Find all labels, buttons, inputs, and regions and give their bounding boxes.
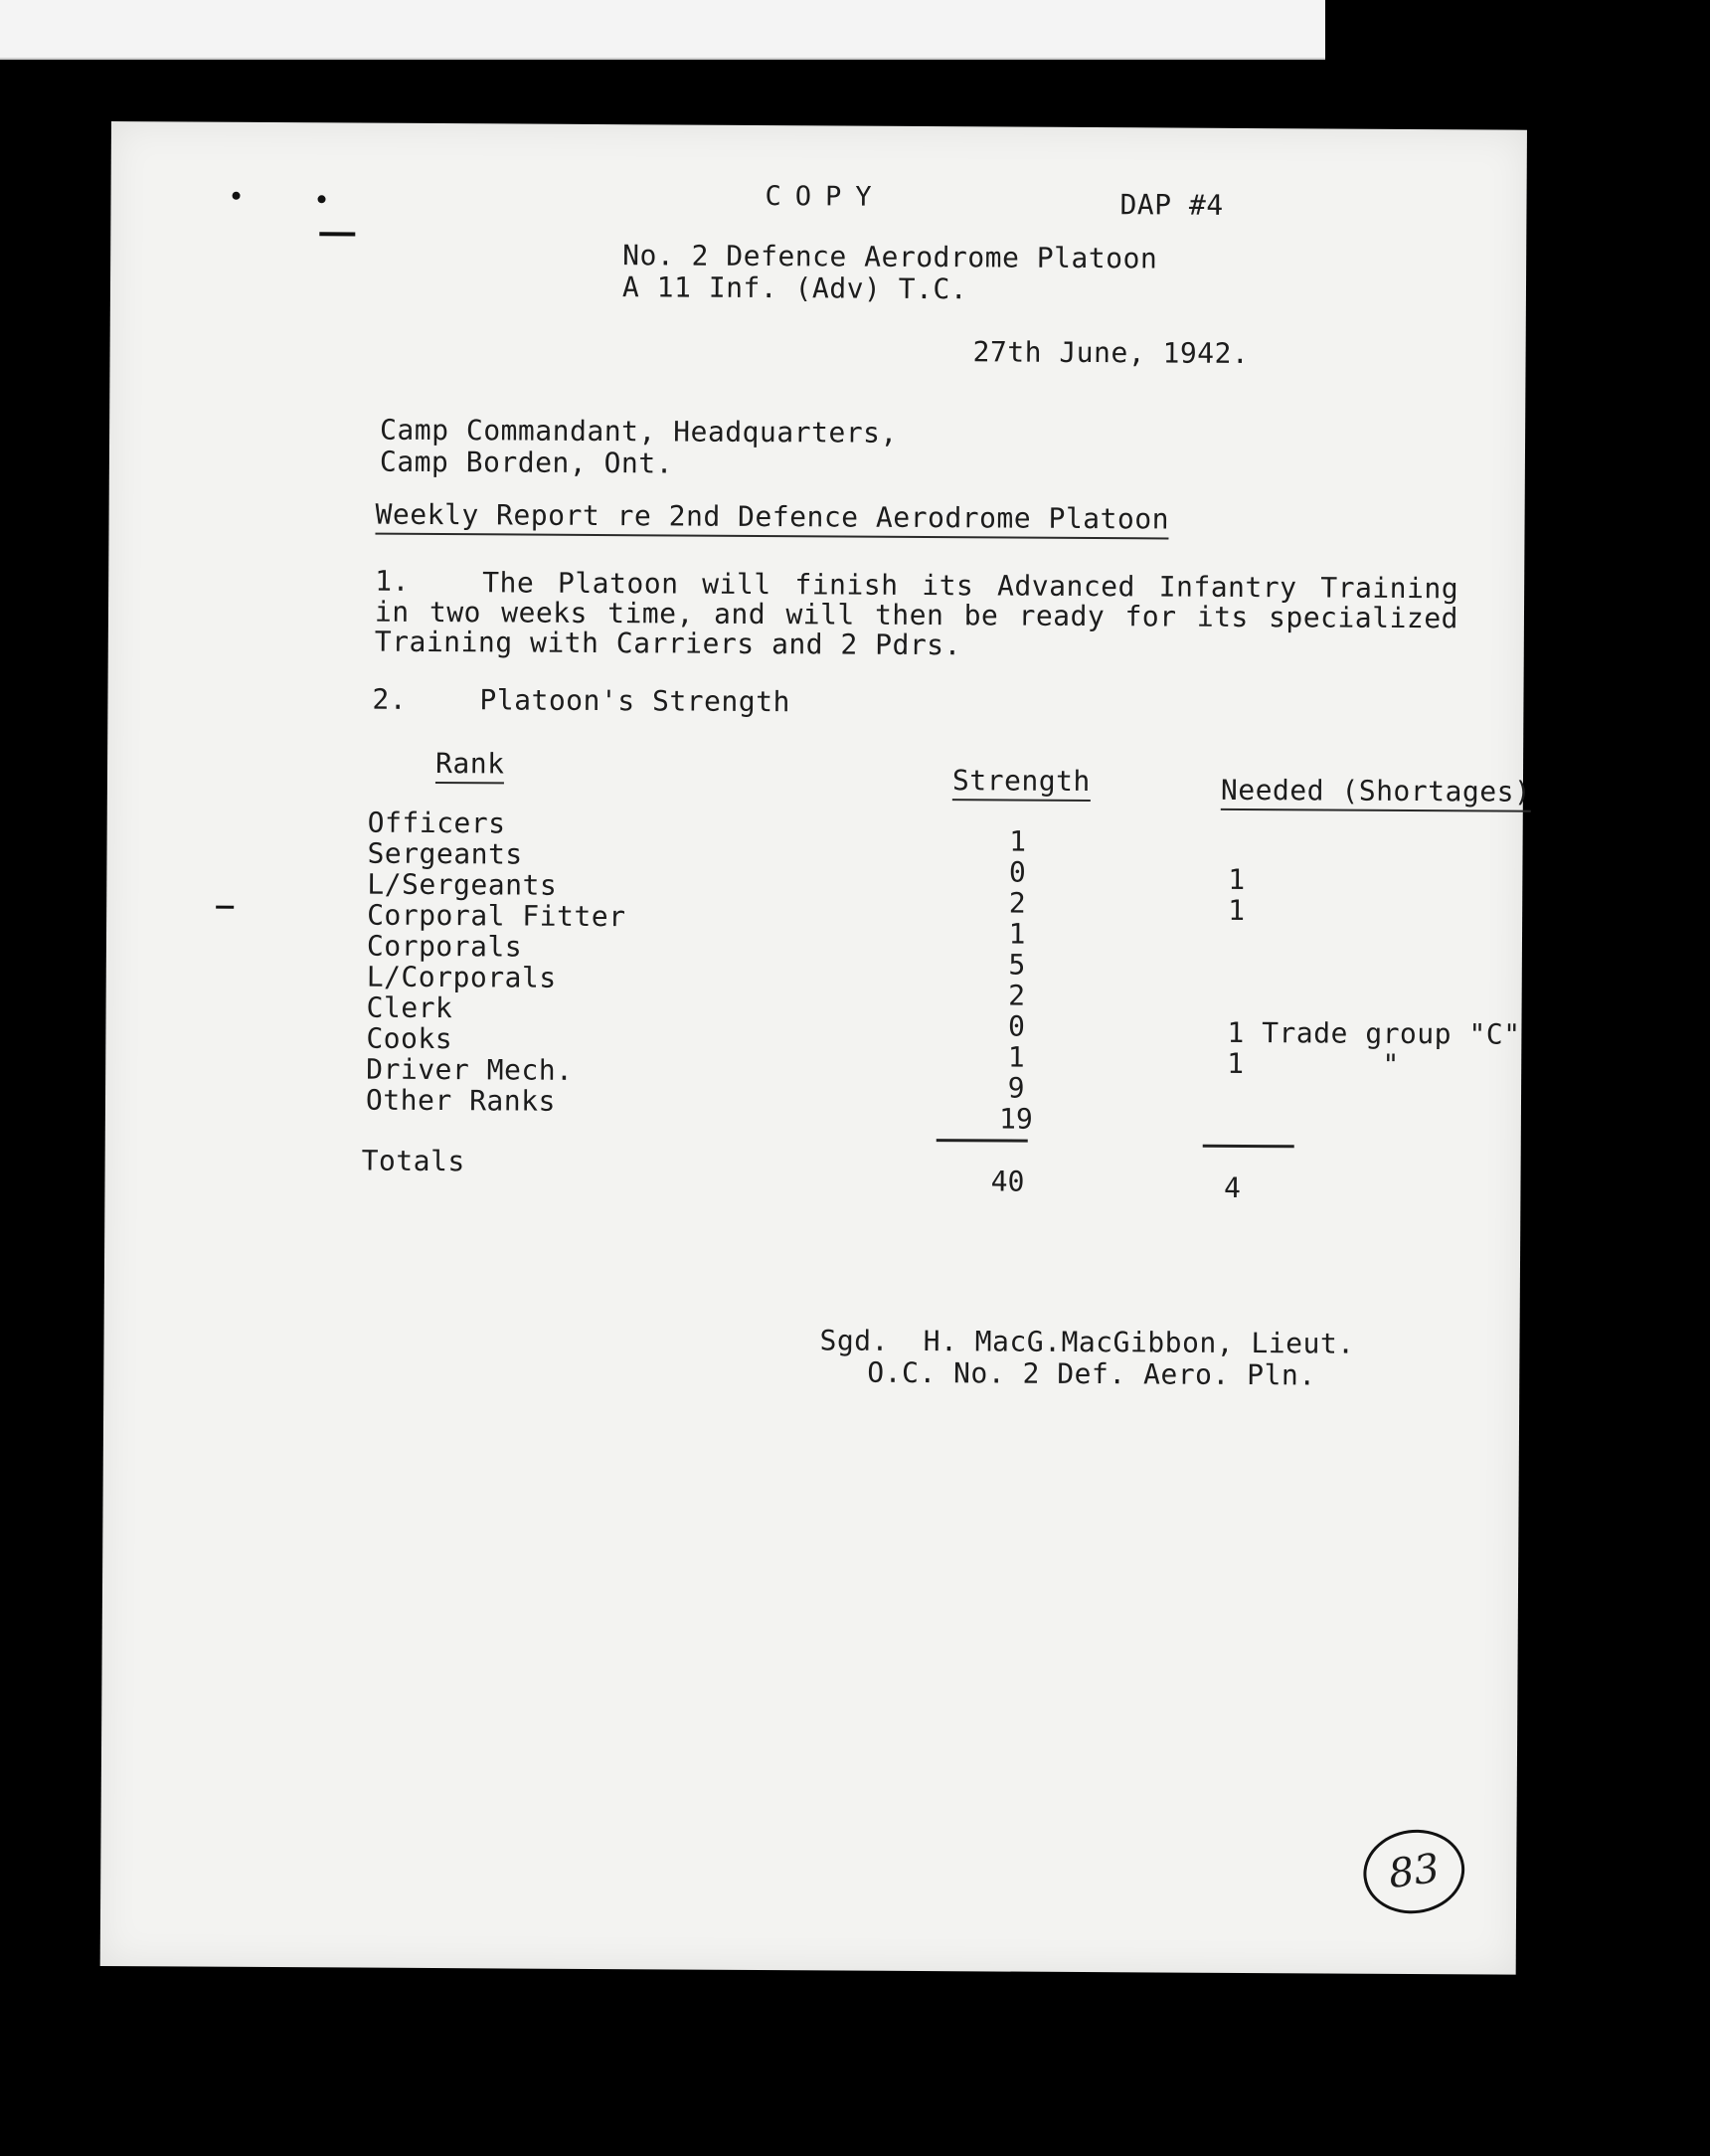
paragraph-1-text: The Platoon will finish its Advanced Infantry Training in two weeks time, and will then be ready for its specialized Training with Carriers and 2 Pdrs. [374,566,1459,662]
column-header-rank: Rank [435,750,505,784]
reference-number: DAP #4 [1119,188,1224,222]
strength-cell: 1 [1008,917,1026,951]
rank-cell: Sergeants [367,836,523,871]
subject-line: Weekly Report re 2nd Defence Aerodrome Platoon [375,501,1169,540]
unit-subtitle: A 11 Inf. (Adv) T.C. [621,270,968,306]
strength-cell: 1 [1009,824,1027,858]
needed-cell: 1 [1228,862,1246,896]
needed-cell: 1 [1228,893,1246,927]
strength-cell: 0 [1008,855,1026,889]
strength-cell: 2 [1008,979,1026,1012]
margin-mark [233,192,241,200]
rank-cell: Officers [367,806,506,840]
subtotal-rule-needed [1203,1145,1294,1149]
margin-mark [318,195,326,203]
adjacent-page-strip [0,0,1325,60]
strength-cell: 19 [998,1102,1033,1136]
strength-cell: 5 [1008,948,1026,982]
column-header-strength: Strength [952,767,1091,802]
signature-line-1: Sgd. H. MacG.MacGibbon, Lieut. [819,1324,1355,1360]
strength-cell: 0 [1007,1009,1025,1043]
total-strength: 40 [990,1165,1025,1198]
folio-stamp: 83 [1358,1824,1469,1920]
strength-cell: 9 [1007,1071,1025,1105]
subtotal-rule-strength [937,1139,1028,1143]
rank-cell: Clerk [366,990,453,1025]
margin-mark [216,906,234,909]
needed-cell: 1 " [1227,1046,1400,1081]
rank-cell: L/Sergeants [367,867,558,902]
document-page [100,121,1532,1975]
rank-cell: Corporals [366,929,523,964]
rank-cell: L/Corporals [366,960,557,994]
totals-label: Totals [361,1144,465,1178]
unit-name: No. 2 Defence Aerodrome Platoon [622,239,1158,275]
paragraph-2-number: 2. [372,682,408,716]
signature-line-2: O.C. No. 2 Def. Aero. Pln. [867,1355,1316,1392]
paragraph-2-text: Platoon's Strength [479,683,790,719]
paragraph-1-number: 1. [375,564,411,598]
needed-cell: 1 Trade group "C" [1227,1015,1521,1051]
copy-label: COPY [765,181,886,213]
addressee-line-1: Camp Commandant, Headquarters, [380,413,898,449]
rank-cell: Driver Mech. [366,1052,574,1087]
strength-cell: 2 [1008,886,1026,920]
total-needed: 4 [1223,1170,1241,1204]
column-header-needed: Needed (Shortages) [1221,777,1532,812]
rank-cell: Other Ranks [365,1083,557,1118]
rank-cell: Corporal Fitter [367,898,626,934]
rank-cell: Cooks [366,1021,453,1056]
strength-cell: 1 [1007,1040,1025,1074]
letter-date: 27th June, 1942. [972,335,1250,370]
margin-mark [319,232,355,236]
addressee-line-2: Camp Borden, Ont. [379,445,674,480]
